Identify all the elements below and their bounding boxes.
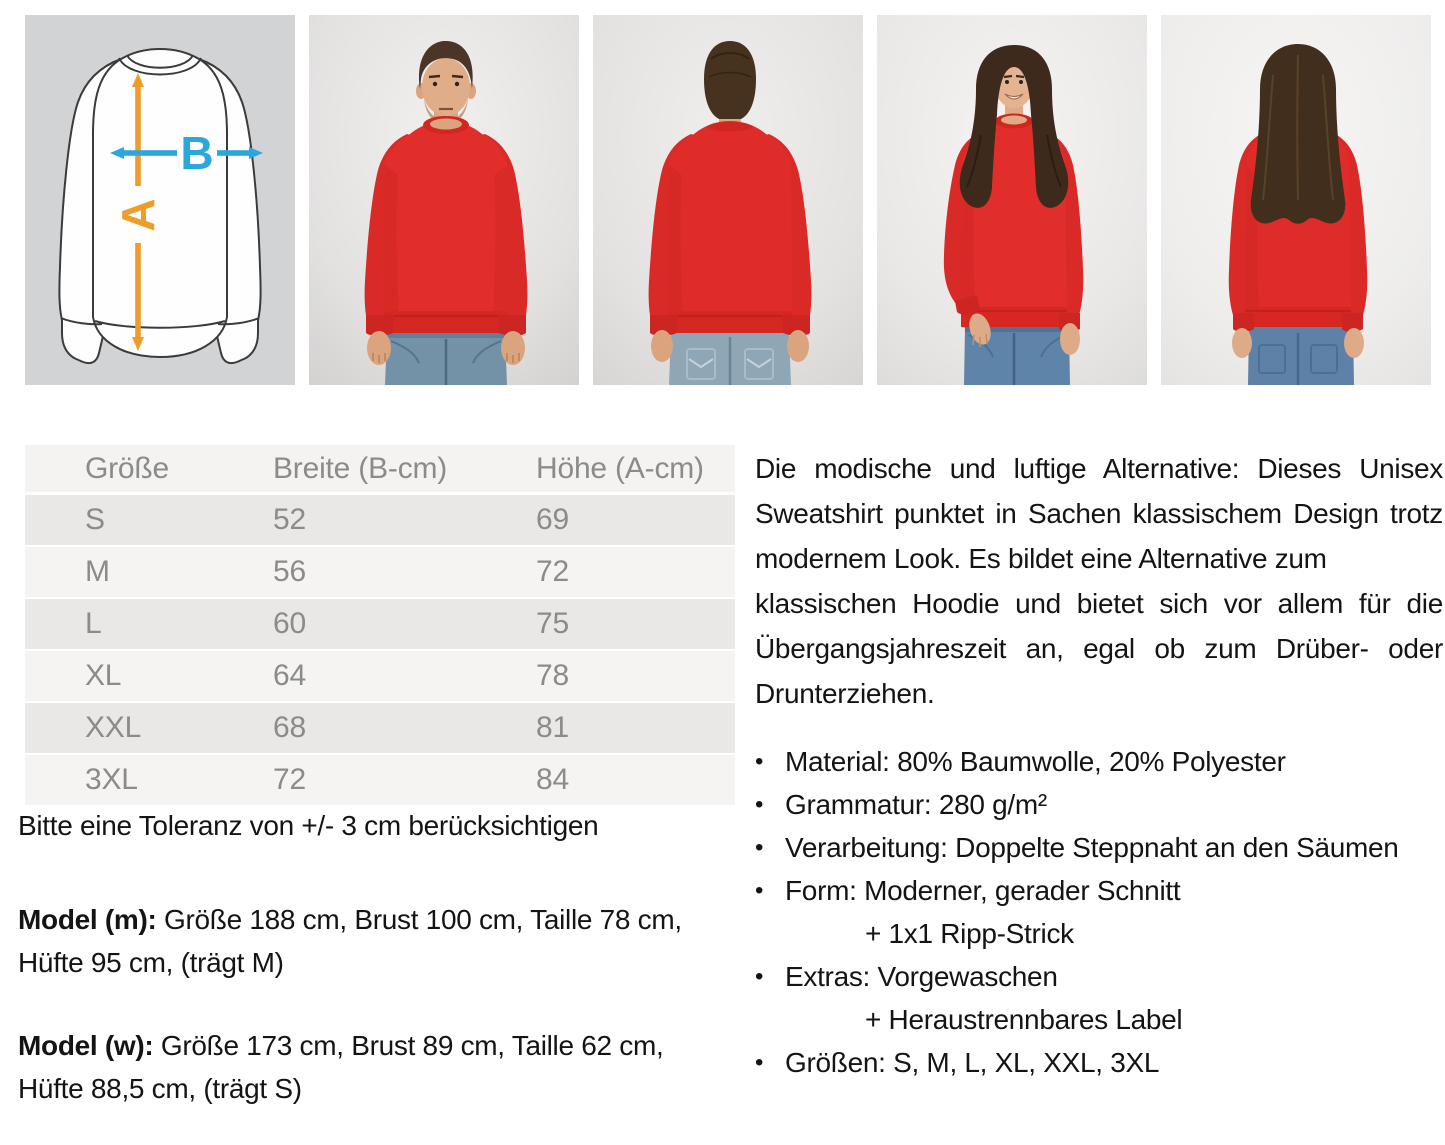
table-row-s bbox=[25, 495, 735, 545]
woman-front-illustration bbox=[877, 15, 1147, 385]
bullet-dot: • bbox=[755, 1049, 764, 1076]
size-cell: M bbox=[85, 555, 110, 588]
height-cell: 81 bbox=[536, 711, 569, 744]
feature-list bbox=[755, 740, 1445, 1084]
sweatshirt-back bbox=[668, 121, 792, 313]
bullet-dot bbox=[755, 998, 785, 1041]
height-cell: 69 bbox=[536, 503, 569, 536]
man-front-illustration bbox=[309, 15, 579, 385]
feature-item-extras bbox=[755, 955, 1445, 998]
tolerance-note: Bitte eine Toleranz von +/- 3 cm berücksichtigen bbox=[18, 810, 599, 841]
photo-woman-back bbox=[1161, 15, 1431, 385]
feature-text: Verarbeitung: Doppelte Steppnaht an den Säumen bbox=[785, 832, 1399, 863]
size-diagram-graphic bbox=[25, 15, 295, 385]
feature-item-verarbeitung bbox=[755, 826, 1445, 869]
man-back-illustration bbox=[593, 15, 863, 385]
width-cell: 52 bbox=[273, 503, 306, 536]
feature-item-groessen bbox=[755, 1041, 1445, 1084]
header-height: Höhe (A-cm) bbox=[536, 452, 704, 485]
height-cell: 84 bbox=[536, 763, 569, 796]
product-description bbox=[755, 446, 1443, 716]
size-cell: 3XL bbox=[85, 763, 138, 796]
model-w-label: Model (w): bbox=[18, 1030, 154, 1061]
size-cell: XL bbox=[85, 659, 122, 692]
feature-text: Form: Moderner, gerader Schnitt bbox=[785, 875, 1181, 906]
feature-item-label bbox=[755, 998, 1445, 1041]
table-row-xl bbox=[25, 651, 735, 701]
bullet-dot: • bbox=[755, 748, 764, 775]
model-w-text: Größe 173 cm, Brust 89 cm, Taille 62 cm, Hüfte 88,5 cm, (trägt S) bbox=[18, 1030, 664, 1104]
description-line: Übergangsjahreszeit an, egal ob zum Drüber- oder bbox=[755, 633, 1443, 664]
feature-text: Material: 80% Baumwolle, 20% Polyester bbox=[785, 746, 1286, 777]
bullet-dot bbox=[755, 912, 785, 955]
size-cell: L bbox=[85, 607, 102, 640]
model-w-info bbox=[18, 1024, 718, 1110]
photo-woman-front bbox=[877, 15, 1147, 385]
feature-text: Größen: S, M, L, XL, XXL, 3XL bbox=[785, 1047, 1160, 1078]
width-cell: 60 bbox=[273, 607, 306, 640]
table-row-xxl bbox=[25, 703, 735, 753]
feature-item-grammatur bbox=[755, 783, 1445, 826]
table-row-l bbox=[25, 599, 735, 649]
table-row-3xl bbox=[25, 755, 735, 805]
width-cell: 56 bbox=[273, 555, 306, 588]
photo-man-front bbox=[309, 15, 579, 385]
height-cell: 72 bbox=[536, 555, 569, 588]
header-width: Breite (B-cm) bbox=[273, 452, 448, 485]
model-m-text: Größe 188 cm, Brust 100 cm, Taille 78 cm, Hüfte 95 cm, (trägt M) bbox=[18, 904, 682, 978]
sweatshirt-front bbox=[384, 121, 508, 313]
height-cell: 75 bbox=[536, 607, 569, 640]
table-row-m bbox=[25, 547, 735, 597]
feature-text: + 1x1 Ripp-Strick bbox=[865, 918, 1074, 949]
width-cell: 68 bbox=[273, 711, 306, 744]
size-cell: S bbox=[85, 503, 105, 536]
description-line: Drunterziehen. bbox=[755, 678, 935, 709]
model-m-label: Model (m): bbox=[18, 904, 157, 935]
description-line: Die modische und luftige Alternative: Dieses Unisex bbox=[755, 453, 1443, 484]
bullet-dot: • bbox=[755, 834, 764, 861]
header-size: Größe bbox=[85, 452, 170, 485]
size-table bbox=[25, 445, 735, 807]
table-header-row bbox=[25, 445, 735, 492]
feature-item-ripp-strick bbox=[755, 912, 1445, 955]
jeans bbox=[1248, 327, 1354, 385]
photo-strip bbox=[25, 15, 1431, 385]
description-line: modernem Look. Es bildet eine Alternative zum bbox=[755, 543, 1327, 574]
height-cell: 78 bbox=[536, 659, 569, 692]
woman-back-illustration bbox=[1161, 15, 1431, 385]
feature-item-form bbox=[755, 869, 1445, 912]
feature-text: + Heraustrennbares Label bbox=[865, 1004, 1183, 1035]
description-line: klassischen Hoodie und bietet sich vor allem für die bbox=[755, 588, 1443, 619]
arrow-b-label: B bbox=[180, 127, 214, 179]
bullet-dot: • bbox=[755, 791, 764, 818]
description-line: Sweatshirt punktet in Sachen klassischem Design trotz bbox=[755, 498, 1443, 529]
width-cell: 72 bbox=[273, 763, 306, 796]
feature-text: Extras: Vorgewaschen bbox=[785, 961, 1058, 992]
bullet-dot: • bbox=[755, 877, 764, 904]
size-diagram bbox=[25, 15, 295, 385]
photo-man-back bbox=[593, 15, 863, 385]
size-cell: XXL bbox=[85, 711, 142, 744]
model-m-info bbox=[18, 898, 718, 984]
feature-item-material bbox=[755, 740, 1445, 783]
feature-text: Grammatur: 280 g/m² bbox=[785, 789, 1047, 820]
width-cell: 64 bbox=[273, 659, 306, 692]
arrow-a-label: A bbox=[112, 198, 164, 232]
bullet-dot: • bbox=[755, 963, 764, 990]
